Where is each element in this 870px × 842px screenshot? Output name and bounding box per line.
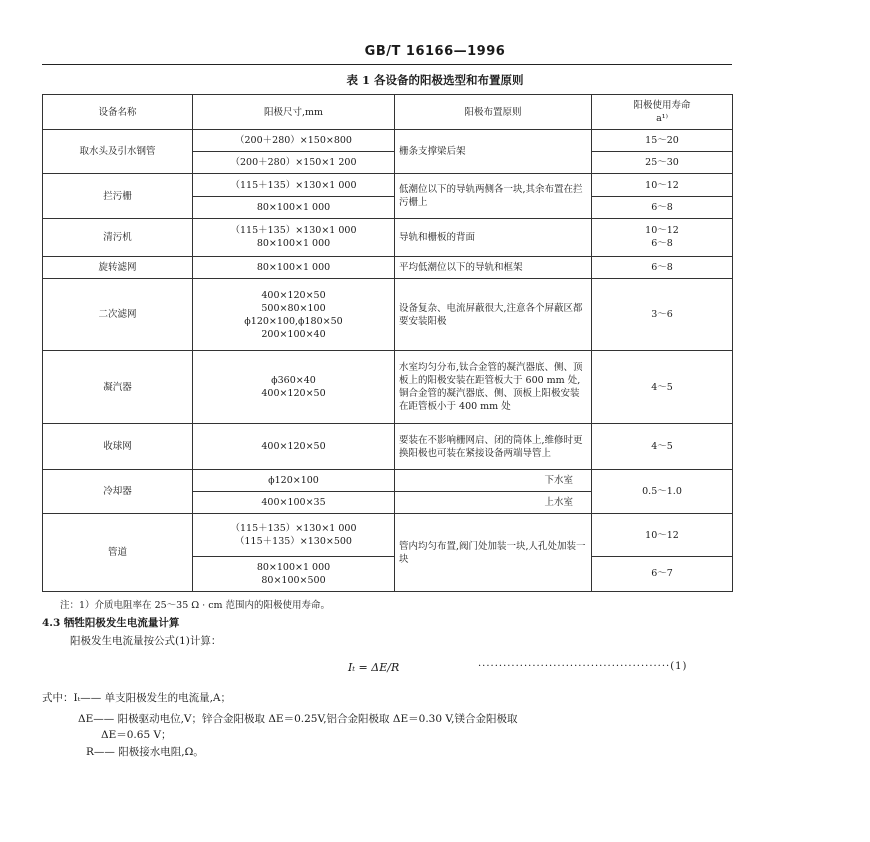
cell-life: 6～8 (592, 196, 733, 218)
table-row (43, 174, 733, 196)
table-row (43, 514, 733, 556)
cell-principle: 管内均匀布置,阀门处加装一块,人孔处加装一块 (395, 514, 592, 592)
cell-life: 10～12 (592, 174, 733, 196)
cell-life: 10～12 6～8 (592, 218, 733, 256)
standard-number: GB/T 16166—1996 (364, 44, 506, 59)
table-row (43, 130, 733, 152)
where-line-2: ΔE—— 阳极驱动电位,V；锌合金阳极取 ΔE＝0.25V,铝合金阳极取 ΔE＝0.30 V,镁合金阳极取 (78, 713, 518, 725)
header-rule (42, 64, 732, 65)
header-principle: 阳极布置原则 (395, 95, 592, 130)
cell-principle: 低潮位以下的导轨两侧各一块,其余布置在拦污栅上 (395, 174, 592, 218)
cell-life: 10～12 (592, 514, 733, 556)
where-line-4: R—— 阳极接水电阻,Ω。 (86, 746, 204, 758)
header-life: 阳极使用寿命 a¹⁾ (592, 95, 733, 130)
cell-equipment: 拦污栅 (43, 174, 193, 218)
cell-size: 80×100×1 000 (193, 256, 395, 278)
cell-size: （115＋135）×130×1 000 80×100×1 000 (193, 218, 395, 256)
table-row (43, 351, 733, 423)
cell-size: （200＋280）×150×1 200 (193, 152, 395, 174)
cell-equipment: 管道 (43, 514, 193, 592)
cell-principle: 栅条支撑梁后架 (395, 130, 592, 174)
cell-principle: 平均低潮位以下的导轨和框架 (395, 256, 592, 278)
cell-principle: 上水室 (395, 492, 592, 514)
table-caption: 表 1 各设备的阳极选型和布置原则 (346, 73, 524, 87)
cell-life: 0.5～1.0 (592, 470, 733, 514)
cell-equipment: 清污机 (43, 218, 193, 256)
cell-life: 6～7 (592, 556, 733, 591)
cell-life: 4～5 (592, 423, 733, 469)
table-row (43, 279, 733, 351)
cell-life: 15～20 (592, 130, 733, 152)
table-row (43, 256, 733, 278)
cell-size: 80×100×1 000 80×100×500 (193, 556, 395, 591)
table-row (43, 470, 733, 492)
cell-life: 3～6 (592, 279, 733, 351)
cell-principle: 导轨和栅板的背面 (395, 218, 592, 256)
cell-size: （115＋135）×130×1 000 （115＋135）×130×500 (193, 514, 395, 556)
cell-equipment: 冷却器 (43, 470, 193, 514)
cell-principle: 下水室 (395, 470, 592, 492)
table-row (43, 423, 733, 469)
cell-size: （115＋135）×130×1 000 (193, 174, 395, 196)
cell-equipment: 旋转滤网 (43, 256, 193, 278)
section-title: 4.3 牺牲阳极发生电流量计算 (42, 617, 180, 629)
header-equipment: 设备名称 (43, 95, 193, 130)
where-line-3: ΔE＝0.65 V； (101, 729, 172, 741)
cell-equipment: 收球网 (43, 423, 193, 469)
table-row (43, 218, 733, 256)
where-line-1: 式中：Iₜ—— 单支阳极发生的电流量,A； (42, 692, 231, 704)
formula: Iₜ = ΔE/R (348, 661, 400, 674)
cell-equipment: 凝汽器 (43, 351, 193, 423)
cell-size: 400×100×35 (193, 492, 395, 514)
table-note: 注：1）介质电阻率在 25～35 Ω · cm 范围内的阳极使用寿命。 (60, 600, 331, 611)
cell-size: 80×100×1 000 (193, 196, 395, 218)
cell-size: ϕ120×100 (193, 470, 395, 492)
cell-principle: 水室均匀分布,钛合金管的凝汽器底、侧、顶板上的阳极安装在距管板大于 600 mm 处,铜合金管的凝汽器底、侧、顶板上阳极安装在距管板小于 400 mm 处 (395, 351, 592, 423)
cell-life: 25～30 (592, 152, 733, 174)
cell-equipment: 取水头及引水钢管 (43, 130, 193, 174)
table-header-row (43, 95, 733, 130)
cell-life: 6～8 (592, 256, 733, 278)
cell-life: 4～5 (592, 351, 733, 423)
cell-size: 400×120×50 (193, 423, 395, 469)
cell-equipment: 二次滤网 (43, 279, 193, 351)
formula-number: ··············································(1) (478, 661, 688, 672)
cell-principle: 要装在不影响栅网启、闭的筒体上,维修时更换阳极也可装在紧接设备两端导管上 (395, 423, 592, 469)
header-size: 阳极尺寸,mm (193, 95, 395, 130)
cell-principle: 设备复杂、电流屏蔽很大,注意各个屏蔽区都要安装阳极 (395, 279, 592, 351)
cell-size: ϕ360×40 400×120×50 (193, 351, 395, 423)
anode-table (42, 94, 733, 592)
section-intro: 阳极发生电流量按公式(1)计算： (70, 635, 222, 647)
cell-size: 400×120×50 500×80×100 ϕ120×100,ϕ180×50 200×100×40 (193, 279, 395, 351)
cell-size: （200＋280）×150×800 (193, 130, 395, 152)
